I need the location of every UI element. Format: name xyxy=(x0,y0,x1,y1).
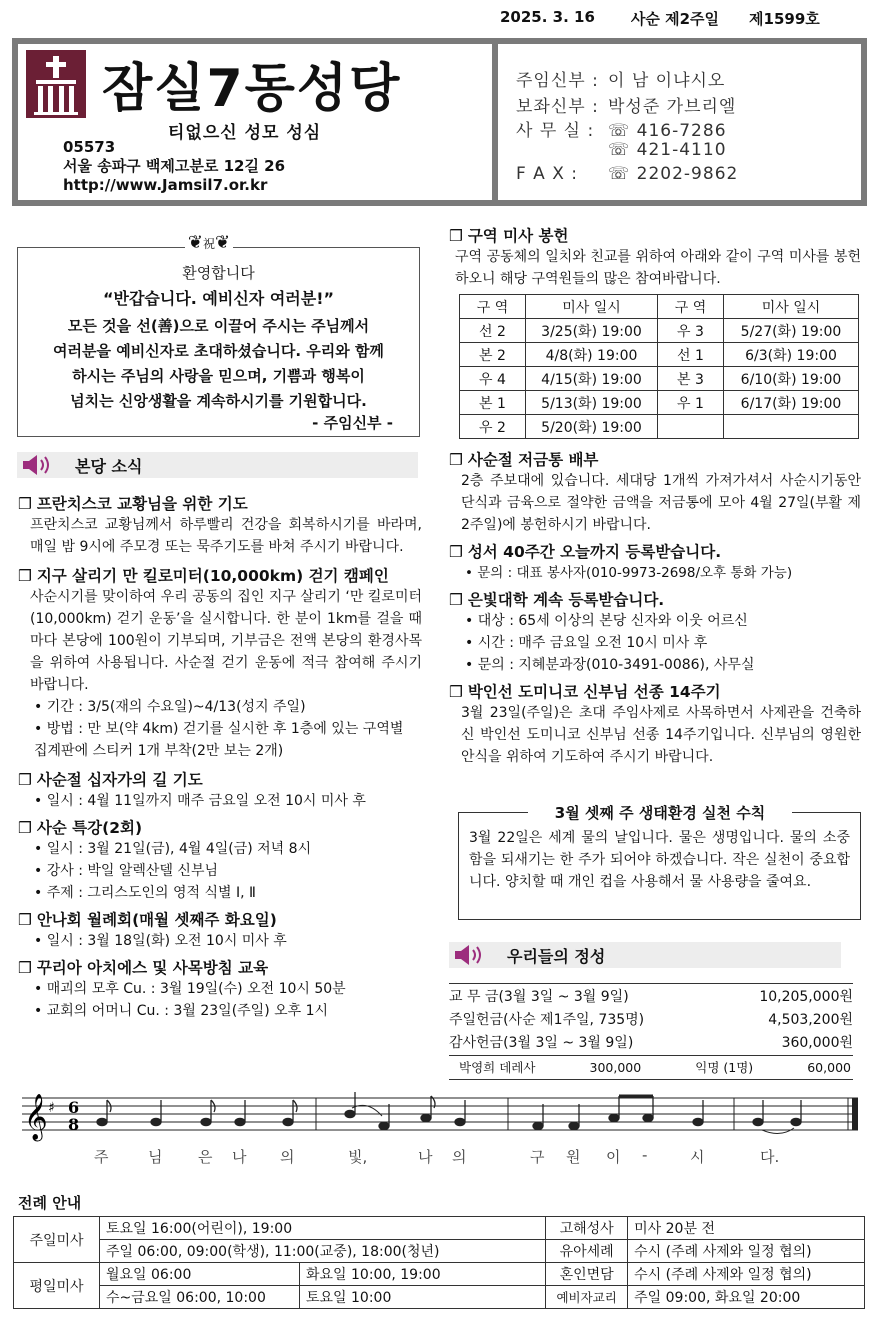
news-item: ❒ 꾸리아 아치에스 및 사목방침 교육 • 매괴의 모후 Cu. : 3월 19일(수) 오전 10시 50분 • 교회의 어머니 Cu. : 3월 23일(주일) 오후 1시 xyxy=(18,956,422,1022)
table-row: 수~금요일 06:00, 10:00 토요일 10:00 예비자교리 주일 09:00, 화요일 20:00 xyxy=(14,1286,865,1309)
time-signature-bottom: 8 xyxy=(68,1115,80,1134)
left-news-column xyxy=(18,492,422,1022)
table-row: 본 2 4/8(화) 19:00 선 1 6/3(화) 19:00 xyxy=(460,343,859,367)
news-banner xyxy=(17,452,418,478)
masthead xyxy=(12,38,867,206)
news-item: ❒ 프란치스코 교황님을 위한 기도 프란치스코 교황님께서 하루빨리 건강을 회복하시기를 바라며, 매일 밤 9시에 주모경 또는 묵주기도를 바쳐 주시기 바랍니다. xyxy=(18,492,422,558)
liturgy-title: 전례 안내 xyxy=(18,1194,82,1212)
news-banner-title: 본당 소식 xyxy=(75,456,143,476)
table-header-row: 구 역 미사 일시 구 역 미사 일시 xyxy=(460,295,859,319)
district-mass-section xyxy=(449,224,861,439)
liturgy-table xyxy=(13,1216,865,1309)
bulletin-date: 2025. 3. 16 xyxy=(500,8,595,26)
eco-practice-text: 3월 22일은 세계 물의 날입니다. 물은 생명입니다. 물의 소중함을 되새기는 한 주가 되어야 하겠습니다. 작은 실천이 중요합니다. 양치할 때 개인 컵을 사용해서 물 사용량을 줄여요. xyxy=(469,830,850,890)
treble-clef-icon: 𝄞 xyxy=(24,1094,48,1140)
time-signature-top: 6 xyxy=(68,1098,80,1117)
speaker-icon xyxy=(449,942,491,968)
staff-box xyxy=(492,44,861,200)
eco-practice-title: 3월 셋째 주 생태환경 실천 수칙 xyxy=(528,802,792,823)
hymn-score xyxy=(22,1090,860,1170)
table-row: 주일 06:00, 09:00(학생), 11:00(교중), 18:00(청년) 유아세례 수시 (주례 사제와 일정 협의) xyxy=(14,1240,865,1263)
eco-practice-box xyxy=(458,812,861,920)
speaker-icon xyxy=(17,452,59,478)
liturgical-season: 사순 제2주일 xyxy=(630,10,720,28)
news-item-title: ❒ 안나회 월례회(매월 셋째주 화요일) xyxy=(18,908,422,930)
news-item-title: ❒ 사순절 십자가의 길 기도 xyxy=(18,768,422,790)
staff-row: F A X : ☏ 2202-9862 xyxy=(516,164,739,184)
news-item-title: ❒ 사순 특강(2회) xyxy=(18,816,422,838)
church-subtitle: 티없으신 성모 성심 xyxy=(168,123,322,143)
table-row: 우 2 5/20(화) 19:00 xyxy=(460,415,859,439)
news-item-title: ❒ 은빛대학 계속 등록받습니다. xyxy=(449,588,861,610)
news-item: ❒ 지구 살리기 만 킬로미터(10,000km) 걷기 캠페인 사순시기를 맞이하여 우리 공동의 집인 지구 살리기 ‘만 킬로미터(10,000km) 걷기 운동’을 실시합니다. 한 분이 1km를 걸을 때마다 본당에 100원이 기부되며, 기부금은 전액 본당의 환경사목을 위하여 사용됩니다. 사순절 걷기 운동에 적극 참여해 주시기 바랍니다. • 기간 : 3/5(재의 수요일)~4/13(성지 주일) • 방법 : 만 보(약 4km) 걷기를 실시한 후 1층에 있는 구역별 집계판에 스티커 1개 부착(2만 보는 2개) xyxy=(18,564,422,762)
news-item: ❒ 안나회 월례회(매월 셋째주 화요일) • 일시 : 3월 18일(화) 오전 10시 미사 후 xyxy=(18,908,422,952)
postcode: 05573 xyxy=(63,138,116,156)
church-address xyxy=(63,138,285,195)
district-mass-title: ❒ 구역 미사 봉헌 xyxy=(449,224,861,246)
offering-list xyxy=(449,983,853,1080)
offering-row: 감사헌금(3월 3일 ~ 3월 9일) 360,000원 xyxy=(449,1035,853,1051)
news-item: ❒ 사순절 저금통 배부 2층 주보대에 있습니다. 세대당 1개씩 가져가셔서 사순시기동안 단식과 금육으로 절약한 금액을 저금통에 모아 4월 27일(부활 제2주일)에 봉헌하시기 바랍니다. xyxy=(449,448,861,536)
offering-banner xyxy=(449,942,841,968)
news-item: ❒ 사순 특강(2회) • 일시 : 3월 21일(금), 4월 4일(금) 저녁 8시 • 강사 : 박일 알렉산델 신부님 • 주제 : 그리스도인의 영적 식별 Ⅰ, Ⅱ xyxy=(18,816,422,904)
news-item: ❒ 사순절 십자가의 길 기도 • 일시 : 4월 11일까지 매주 금요일 오전 10시 미사 후 xyxy=(18,768,422,812)
news-item-title: ❒ 지구 살리기 만 킬로미터(10,000km) 걷기 캠페인 xyxy=(18,564,422,586)
table-row: 평일미사 월요일 06:00 화요일 10:00, 19:00 혼인면담 수시 (주례 사제와 일정 협의) xyxy=(14,1263,865,1286)
svg-text:♯: ♯ xyxy=(48,1100,55,1116)
table-row: 우 4 4/15(화) 19:00 본 3 6/10(화) 19:00 xyxy=(460,367,859,391)
news-item-title: ❒ 꾸리아 아치에스 및 사목방침 교육 xyxy=(18,956,422,978)
news-item: ❒ 박인선 도미니코 신부님 선종 14주기 3월 23일(주일)은 초대 주임사제로 사목하면서 사제관을 건축하신 박인선 도미니코 신부님 선종 14주기입니다. 신부님의 영원한 안식을 위하여 기도하여 주시기 바랍니다. xyxy=(449,680,861,768)
masthead-left xyxy=(18,44,492,200)
date-bar xyxy=(500,8,870,29)
website-link[interactable]: http://www.Jamsil7.or.kr xyxy=(63,176,268,194)
offering-row: 주일헌금(사순 제1주일, 735명) 4,503,200원 xyxy=(449,1012,853,1028)
welcome-signature: - 주임신부 - xyxy=(312,414,393,432)
welcome-box xyxy=(17,247,420,437)
staff-row: 보좌신부 : 박성준 가브리엘 xyxy=(516,97,737,117)
welcome-title: 환영합니다 xyxy=(182,264,255,282)
news-item-title: ❒ 프란치스코 교황님을 위한 기도 xyxy=(18,492,422,514)
news-item-title: ❒ 박인선 도미니코 신부님 선종 14주기 xyxy=(449,680,861,702)
welcome-message: 모든 것을 선(善)으로 이끌어 주시는 주님께서 여러분을 예비신자로 초대하셨습니다. 우리와 함께 하시는 주님의 사랑을 믿으며, 기쁨과 행복이 넘치는 신앙생활을 계속하시기를 기원합니다. xyxy=(53,317,384,410)
music-staff xyxy=(22,1090,860,1146)
church-name: 잠실7동성당 xyxy=(102,59,402,119)
offering-row: 교 무 금(3월 3일 ~ 3월 9일) 10,205,000원 xyxy=(449,989,853,1005)
table-row: 주일미사 토요일 16:00(어린이), 19:00 고해성사 미사 20분 전 xyxy=(14,1217,865,1240)
staff-row: 사 무 실 : ☏ 416-7286 xyxy=(516,121,727,141)
offering-banner-title: 우리들의 정성 xyxy=(507,946,606,966)
news-item-title: ❒ 성서 40주간 오늘까지 등록받습니다. xyxy=(449,540,861,562)
table-row: 선 2 3/25(화) 19:00 우 3 5/27(화) 19:00 xyxy=(460,319,859,343)
staff-row: 주임신부 : 이 남 이냐시오 xyxy=(516,71,726,91)
issue-number: 제1599호 xyxy=(749,10,820,28)
celebration-icon: ❦祝❦ xyxy=(185,232,233,260)
table-row: 본 1 5/13(화) 19:00 우 1 6/17(화) 19:00 xyxy=(460,391,859,415)
district-mass-table xyxy=(459,294,859,439)
news-item: ❒ 은빛대학 계속 등록받습니다. • 대상 : 65세 이상의 본당 신자와 이웃 어르신 • 시간 : 매주 금요일 오전 10시 미사 후 • 문의 : 지혜분과장(010-3491-0086), 사무실 xyxy=(449,588,861,676)
district-mass-intro: 구역 공동체의 일치와 친교를 위하여 아래와 같이 구역 미사를 봉헌하오니 해당 구역원들의 많은 참여바랍니다. xyxy=(455,249,861,287)
church-logo-icon xyxy=(26,50,86,118)
welcome-subtitle: “반갑습니다. 예비신자 여러분!” xyxy=(102,289,335,308)
offering-detail-row: 박영희 데레사 300,000 익명 (1명) 60,000 xyxy=(449,1055,853,1079)
news-item: ❒ 성서 40주간 오늘까지 등록받습니다. • 문의 : 대표 봉사자(010-9973-2698/오후 통화 가능) xyxy=(449,540,861,584)
hymn-lyrics: 주 님 은 나 의 빛, 나 의 구 원 이 - 시 다. xyxy=(94,1146,780,1166)
staff-row: ☏ 421-4110 xyxy=(608,140,727,160)
news-item-title: ❒ 사순절 저금통 배부 xyxy=(449,448,861,470)
right-news-column xyxy=(449,448,861,768)
street-address: 서울 송파구 백제고분로 12길 26 xyxy=(63,157,286,175)
